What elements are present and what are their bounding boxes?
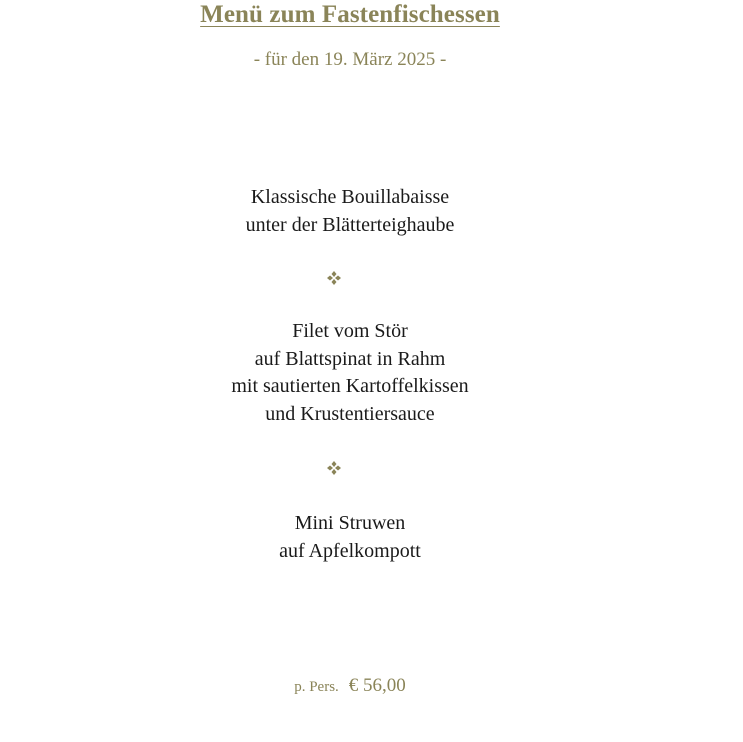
- course-dessert: [0, 510, 700, 565]
- four-diamond-ornament-icon: [326, 460, 342, 476]
- menu-date-subtitle: - für den 19. März 2025 -: [253, 49, 447, 70]
- price-line: [0, 675, 700, 697]
- menu-title: Menü zum Fastenfischessen: [200, 1, 500, 28]
- price-label: p. Pers.: [294, 679, 339, 695]
- course-line: unter der Blätterteighaube: [245, 213, 455, 236]
- course-line: auf Apfelkompott: [279, 539, 421, 562]
- course-line: mit sautierten Kartoffelkissen: [231, 375, 469, 397]
- price-amount: € 56,00: [348, 675, 406, 696]
- course-line: und Krustentiersauce: [265, 402, 435, 425]
- course-line: Klassische Bouillabaisse: [250, 186, 450, 208]
- course-starter: [0, 184, 700, 239]
- course-line: Filet vom Stör: [292, 320, 408, 342]
- course-line: Mini Struwen: [294, 512, 406, 534]
- course-main: [0, 318, 700, 428]
- four-diamond-ornament-icon: [326, 270, 342, 286]
- course-line: auf Blattspinat in Rahm: [254, 347, 446, 370]
